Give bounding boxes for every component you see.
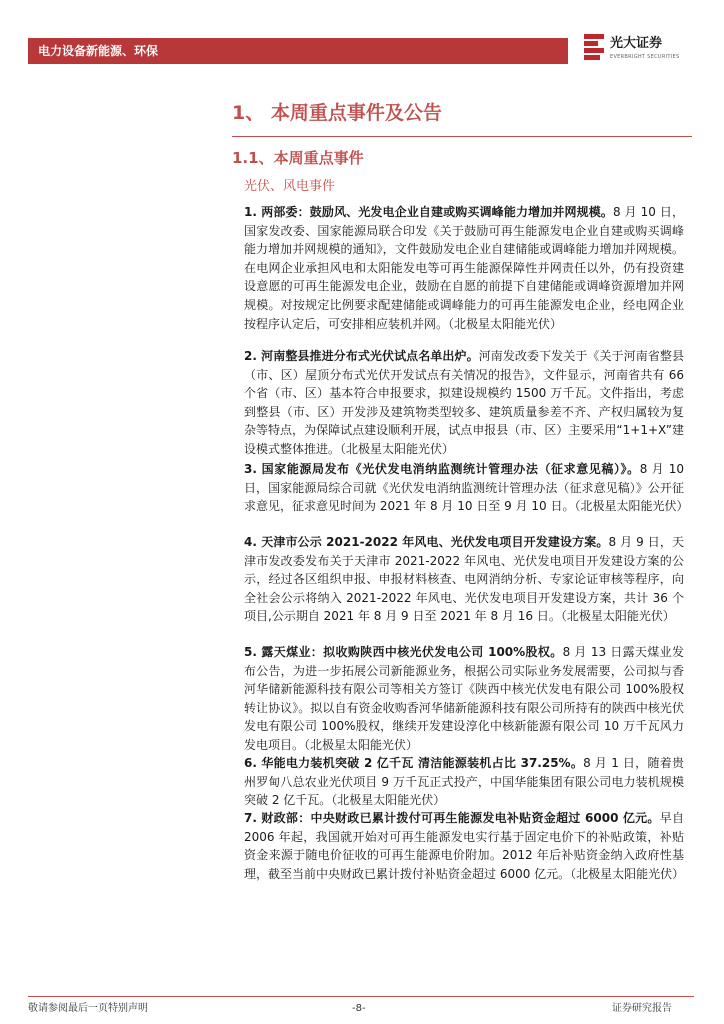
footer-report-type: 证券研究报告 [612,1003,672,1014]
subsection-heading: 光伏、风电事件 [244,179,336,194]
news-item-title: 3. 国家能源局发布《光伏发电消纳监测统计管理办法（征求意见稿）》。 [244,462,640,476]
news-item-body: 8 月 9 日，天津市发改委发布关于天津市 2021-2022 年风电、光伏发电项目开发建设方案的公示，经过各区组织申报、申报材料核查、电网消纳分析、专家论证审核等程序，向全社会公示将纳入 2021-2022 年风电、光伏发电项目开发建设方案，共计 36 个项目,公示期自 2021 年 8 月 9 日至 2021 年 8 月 16 日。（北极星太阳能光伏） [244,535,684,624]
section-heading-1: 1、 本周重点事件及公告 [232,102,442,124]
heading-divider [232,136,692,137]
news-item-3 [244,460,689,516]
news-item-title: 6. 华能电力装机突破 2 亿千瓦 清洁能源装机占比 37.25%。 [244,756,584,770]
news-item-body: 8 月 13 日露天煤业发布公告，为进一步拓展公司新能源业务，根据公司实际业务发展需要，公司拟与香河华储新能源科技有限公司等相关方签订《陕西中核光伏发电有限公司 100%股权转让协议》。拟以自有资金收购香河华储新能源科技有限公司所持有的陕西中核光伏发电有限公司 100%股权，继续开发建设淳化中核新能源有限公司 10 万千瓦风力发电项目。（北极星太阳能光伏） [244,645,684,752]
news-item-title: 2. 河南整县推进分布式光伏试点名单出炉。 [244,349,479,363]
header-category: 电力设备新能源、环保 [38,44,159,58]
section-heading-1-1: 1.1、本周重点事件 [232,149,364,167]
logo [582,34,702,68]
news-item-body: 8 月 10 日，国家能源局综合司就《光伏发电消纳监测统计管理办法（征求意见稿）》公开征求意见，征求意见时间为 2021 年 8 月 10 日至 9 月 10 日。（北极星太阳能光伏） [244,462,689,514]
news-item-1 [244,203,684,333]
news-item-2 [244,347,684,459]
news-item-title: 7. 财政部：中央财政已累计拨付可再生能源发电补贴资金超过 6000 亿元。 [244,811,660,825]
news-item-title: 1. 两部委：鼓励风、光发电企业自建或购买调峰能力增加并网规模。 [244,205,613,219]
news-item-body: 早自 2006 年起，我国就开始对可再生能源发电实行基于固定电价下的补贴政策，补贴资金来源于随电价征收的可再生能源电价附加。2012 年后补贴资金纳入政府性基理，截至当前中央财政已累计拨付补贴资金超过 6000 亿元。（北极星太阳能光伏） [244,811,685,881]
news-item-4 [244,533,684,626]
logo-name-cn: 光大证券 [610,36,663,51]
footer-divider [28,996,694,997]
news-item-title: 4. 天津市公示 2021-2022 年风电、光伏发电项目开发建设方案。 [244,535,609,549]
news-item-7 [244,809,684,883]
page-number: -8- [352,1003,366,1014]
news-item-6 [244,754,684,810]
footer-disclaimer: 敬请参阅最后一页特别声明 [28,1003,148,1014]
everbright-logo-icon [584,34,604,60]
logo-name-en: EVERBRIGHT SECURITIES [610,54,680,60]
news-item-5 [244,643,684,755]
news-item-title: 5. 露天煤业：拟收购陕西中核光伏发电公司 100%股权。 [244,645,563,659]
news-item-body: 8 月 10 日，国家发改委、国家能源局联合印发《关于鼓励可再生能源发电企业自建或购买调峰能力增加并网规模的通知》，文件鼓励发电企业自建储能或调峰能力增加并网规模。在电网企业承担风电和太阳能发电等可再生能源保障性并网责任以外，仍有投资建设意愿的可再生能源发电企业，鼓励在自愿的前提下自建储能或调峰资源增加并网规模。对按规定比例要求配建储能或调峰能力的可再生能源发电企业，经电网企业按程序认定后，可安排相应装机并网。（北极星太阳能光伏） [244,205,684,331]
news-item-body: 8 月 1 日，随着贵州罗甸八总农业光伏项目 9 万千瓦正式投产，中国华能集团有限公司电力装机规模突破 2 亿千瓦。（北极星太阳能光伏） [244,756,684,808]
news-item-body: 河南发改委下发关于《关于河南省整县（市、区）屋顶分布式光伏开发试点有关情况的报告》，文件显示，河南省共有 66 个省（市、区）基本符合申报要求，拟建设规模约 1500 万千瓦。文件指出，考虑到整县（市、区）开发涉及建筑物类型较多、建筑质量参差不齐、产权归属较为复杂等特点，为保障试点建设顺利开展，试点申报县（市、区）主要采用“1+1+X”建设模式整体推进。（北极星太阳能光伏） [244,349,684,456]
